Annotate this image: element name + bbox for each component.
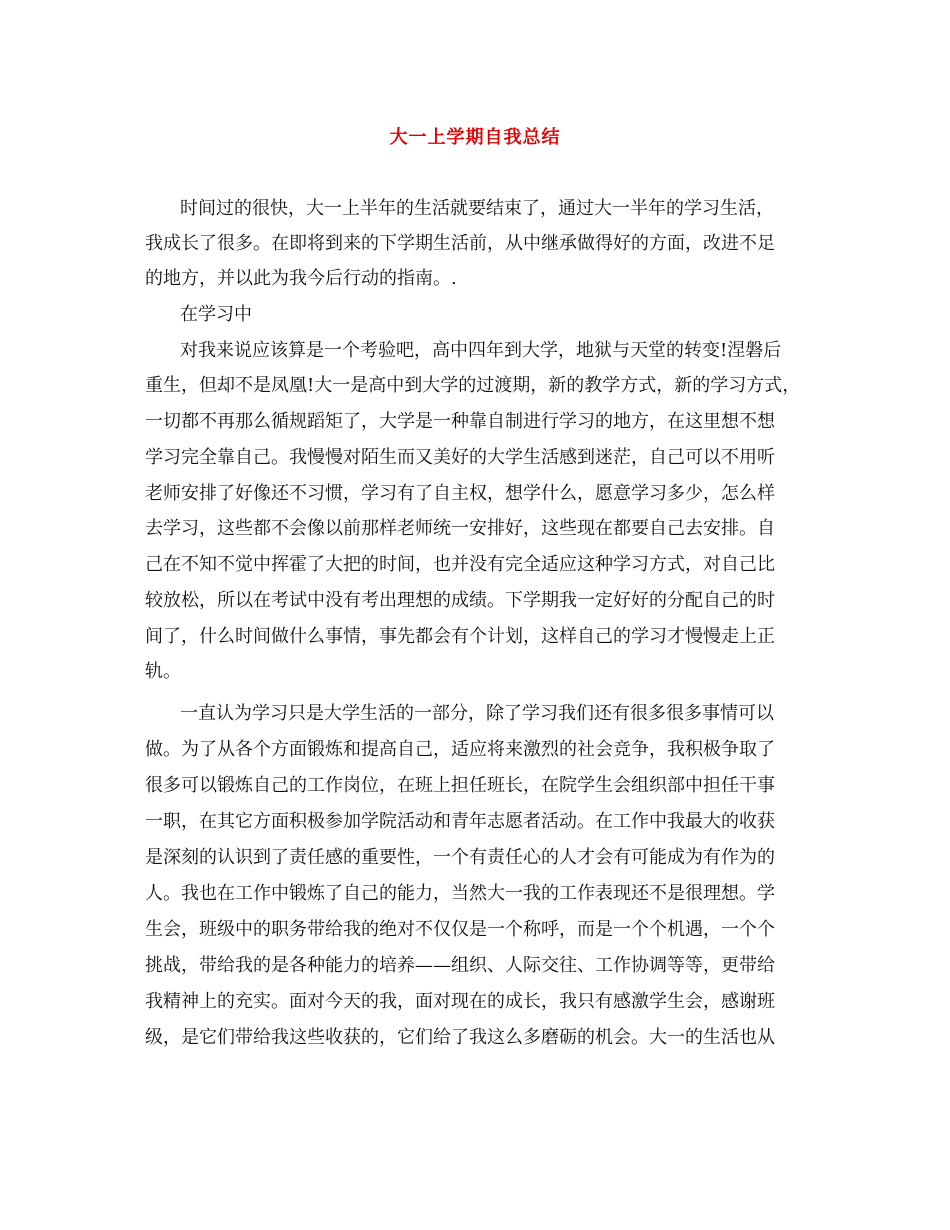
text-line: 间了，什么时间做什么事情，事先都会有个计划，这样自己的学习才慢慢走上正	[145, 626, 775, 647]
text-line: 学习完全靠自己。我慢慢对陌生而又美好的大学生活感到迷茫，自己可以不用听	[145, 447, 775, 468]
text-line: 级，是它们带给我这些收获的，它们给了我这么多磨砺的机会。大一的生活也从	[145, 1027, 775, 1048]
text-line: 的地方，并以此为我今后行动的指南。.	[145, 268, 457, 289]
text-line: 对我来说应该算是一个考验吧，高中四年到大学，地狱与天堂的转变!涅磐后	[180, 340, 782, 361]
text-line: 老师安排了好像还不习惯，学习有了自主权，想学什么，愿意学习多少，怎么样	[145, 483, 775, 504]
text-line: 一职，在其它方面积极参加学院活动和青年志愿者活动。在工作中我最大的收获	[145, 811, 775, 832]
text-line: 较放松，所以在考试中没有考出理想的成绩。下学期我一定好好的分配自己的时	[145, 590, 775, 611]
text-line: 挑战，带给我的是各种能力的培养——组织、人际交往、工作协调等等，更带给	[145, 955, 775, 976]
text-line: 去学习，这些都不会像以前那样老师统一安排好，这些现在都要自己去安排。自	[145, 518, 775, 539]
text-line: 很多可以锻炼自己的工作岗位，在班上担任班长，在院学生会组织部中担任干事	[145, 775, 775, 796]
text-line: 生会，班级中的职务带给我的绝对不仅仅是一个称呼，而是一个个机遇，一个个	[145, 919, 775, 940]
text-line: 一切都不再那么循规蹈矩了，大学是一种靠自制进行学习的地方，在这里想不想	[145, 411, 775, 432]
document-title: 大一上学期自我总结	[389, 127, 561, 148]
text-line: 做。为了从各个方面锻炼和提高自己，适应将来激烈的社会竞争，我积极争取了	[145, 739, 775, 760]
text-line: 是深刻的认识到了责任感的重要性，一个有责任心的人才会有可能成为有作为的	[145, 847, 775, 868]
text-line: 我精神上的充实。面对今天的我，面对现在的成长，我只有感激学生会，感谢班	[145, 991, 775, 1012]
text-line: 一直认为学习只是大学生活的一部分，除了学习我们还有很多很多事情可以	[180, 703, 774, 724]
text-line: 时间过的很快，大一上半年的生活就要结束了，通过大一半年的学习生活，	[180, 198, 774, 219]
text-line: 轨。	[145, 661, 181, 682]
text-line: 重生，但却不是凤凰!大一是高中到大学的过渡期，新的教学方式，新的学习方式，	[145, 375, 801, 396]
text-line: 人。我也在工作中锻炼了自己的能力，当然大一我的工作表现还不是很理想。学	[145, 883, 775, 904]
text-line: 我成长了很多。在即将到来的下学期生活前，从中继承做得好的方面，改进不足	[145, 233, 775, 254]
text-line: 在学习中	[180, 304, 252, 325]
text-line: 己在不知不觉中挥霍了大把的时间，也并没有完全适应这种学习方式，对自己比	[145, 554, 775, 575]
